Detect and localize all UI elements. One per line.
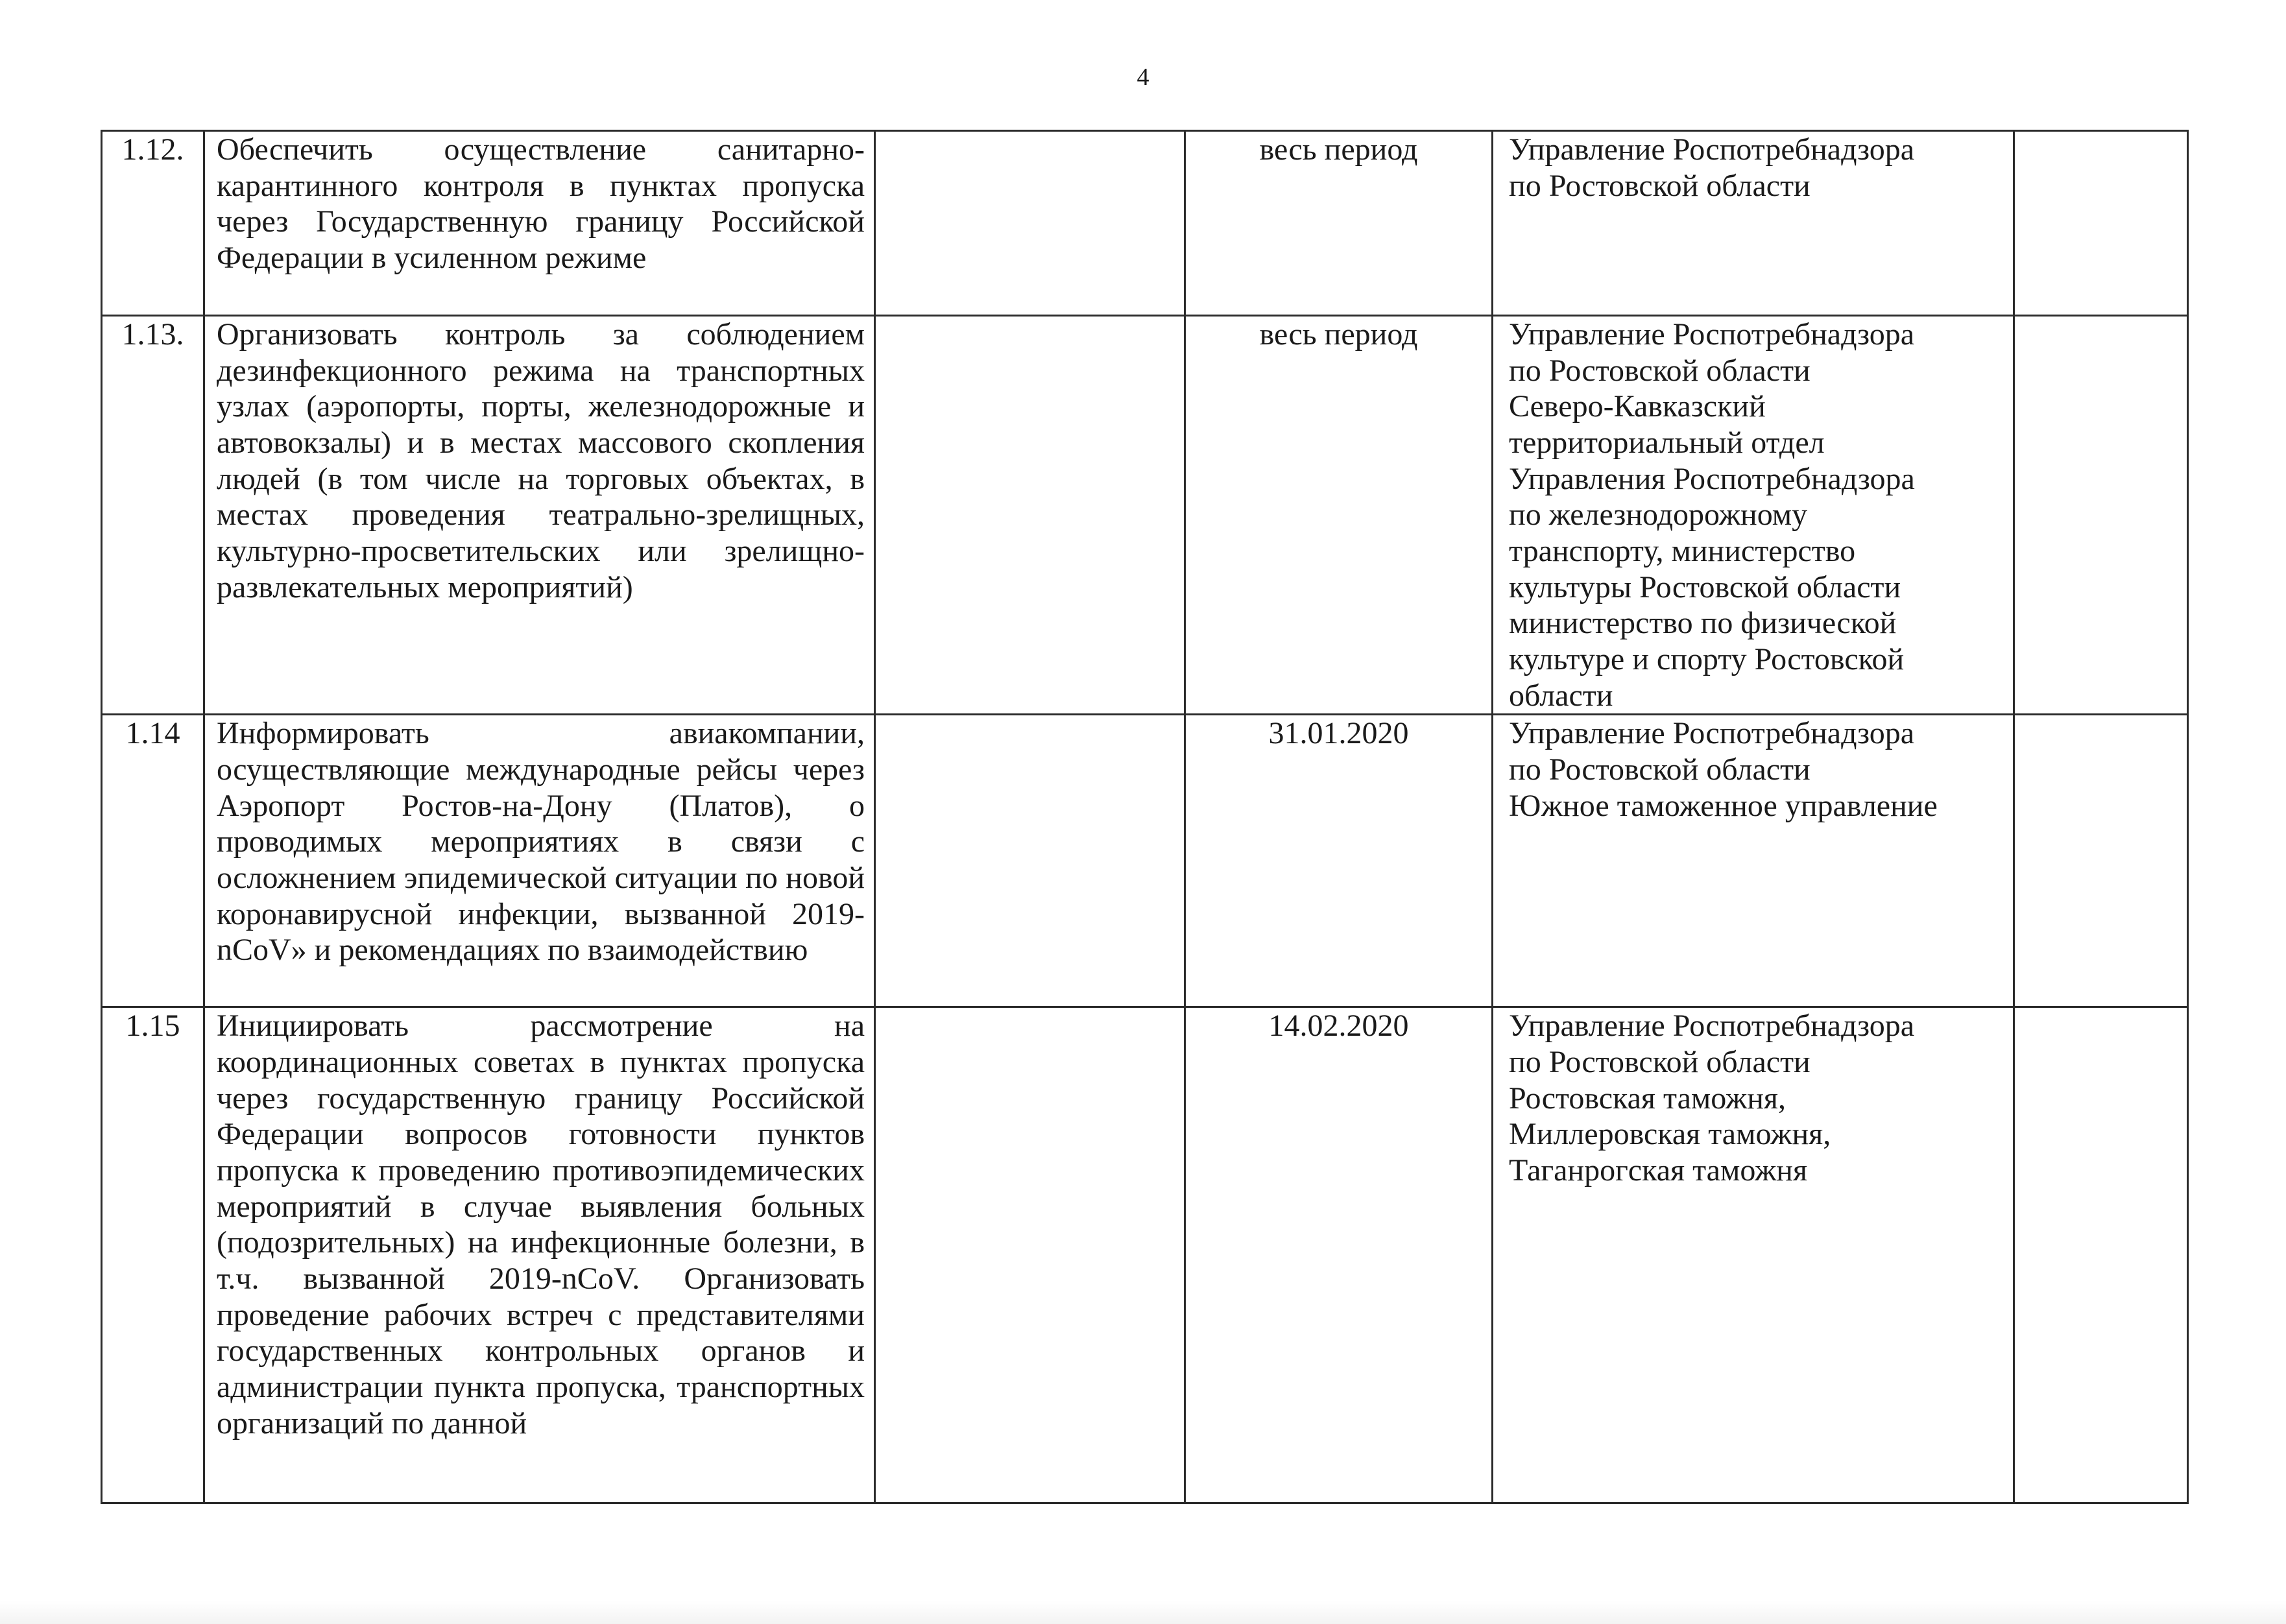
deadline: 31.01.2020 — [1185, 715, 1493, 1007]
item-number: 1.14 — [102, 715, 204, 1007]
responsible-executor: Управление Роспотребнадзора по Ростовской области Северо-Кавказский территориальный отдел Управления Роспотребнадзора по железнодорожному транспорту, министерство культуры Ростовской области министерство по физической культуре и спорту Ростовской области — [1493, 316, 2014, 715]
table-row — [102, 1007, 2188, 1503]
responsible-executor: Управление Роспотребнадзора по Ростовской области Южное таможенное управление — [1493, 715, 2014, 1007]
table-row — [102, 131, 2188, 316]
item-number: 1.12. — [102, 131, 204, 316]
task-description: Инициировать рассмотрение на координационных советах в пунктах пропуска через государственную границу Российской Федерации вопросов готовности пунктов пропуска к проведению противоэпидемических мероприятий в случае выявления больных (подозрительных) на инфекционные болезни, в т.ч. вызванной 2019-nCoV. Организовать проведение рабочих встреч с представителями государственных контрольных органов и администрации пункта пропуска, транспортных организаций по данной — [204, 1007, 875, 1503]
item-number: 1.13. — [102, 316, 204, 715]
task-description: Информировать авиакомпании, осуществляющие международные рейсы через Аэропорт Ростов-на-Дону (Платов), о проводимых мероприятиях в связи с осложнением эпидемической ситуации по новой коронавирусной инфекции, вызванной 2019-nCoV» и рекомендациях по взаимодействию — [204, 715, 875, 1007]
deadline: 14.02.2020 — [1185, 1007, 1493, 1503]
notes-cell — [2014, 316, 2188, 715]
table-row — [102, 316, 2188, 715]
notes-cell — [2014, 131, 2188, 316]
notes-cell — [2014, 715, 2188, 1007]
empty-cell — [875, 1007, 1185, 1503]
responsible-executor: Управление Роспотребнадзора по Ростовской области — [1493, 131, 2014, 316]
empty-cell — [875, 715, 1185, 1007]
table-row — [102, 715, 2188, 1007]
page-number: 4 — [1137, 64, 1149, 91]
measures-table — [101, 130, 2189, 1504]
item-number: 1.15 — [102, 1007, 204, 1503]
responsible-executor: Управление Роспотребнадзора по Ростовской области Ростовская таможня, Миллеровская таможня, Таганрогская таможня — [1493, 1007, 2014, 1503]
deadline: весь период — [1185, 131, 1493, 316]
task-description: Организовать контроль за соблюдением дезинфекционного режима на транспортных узлах (аэропорты, порты, железнодорожные и автовокзалы) и в местах массового скопления людей (в том числе на торговых объектах, в местах проведения театрально-зрелищных, культурно-просветительских или зрелищно-развлекательных мероприятий) — [204, 316, 875, 715]
empty-cell — [875, 316, 1185, 715]
deadline: весь период — [1185, 316, 1493, 715]
scan-edge — [0, 1601, 2286, 1624]
task-description: Обеспечить осуществление санитарно-карантинного контроля в пунктах пропуска через Государственную границу Российской Федерации в усиленном режиме — [204, 131, 875, 316]
empty-cell — [875, 131, 1185, 316]
notes-cell — [2014, 1007, 2188, 1503]
